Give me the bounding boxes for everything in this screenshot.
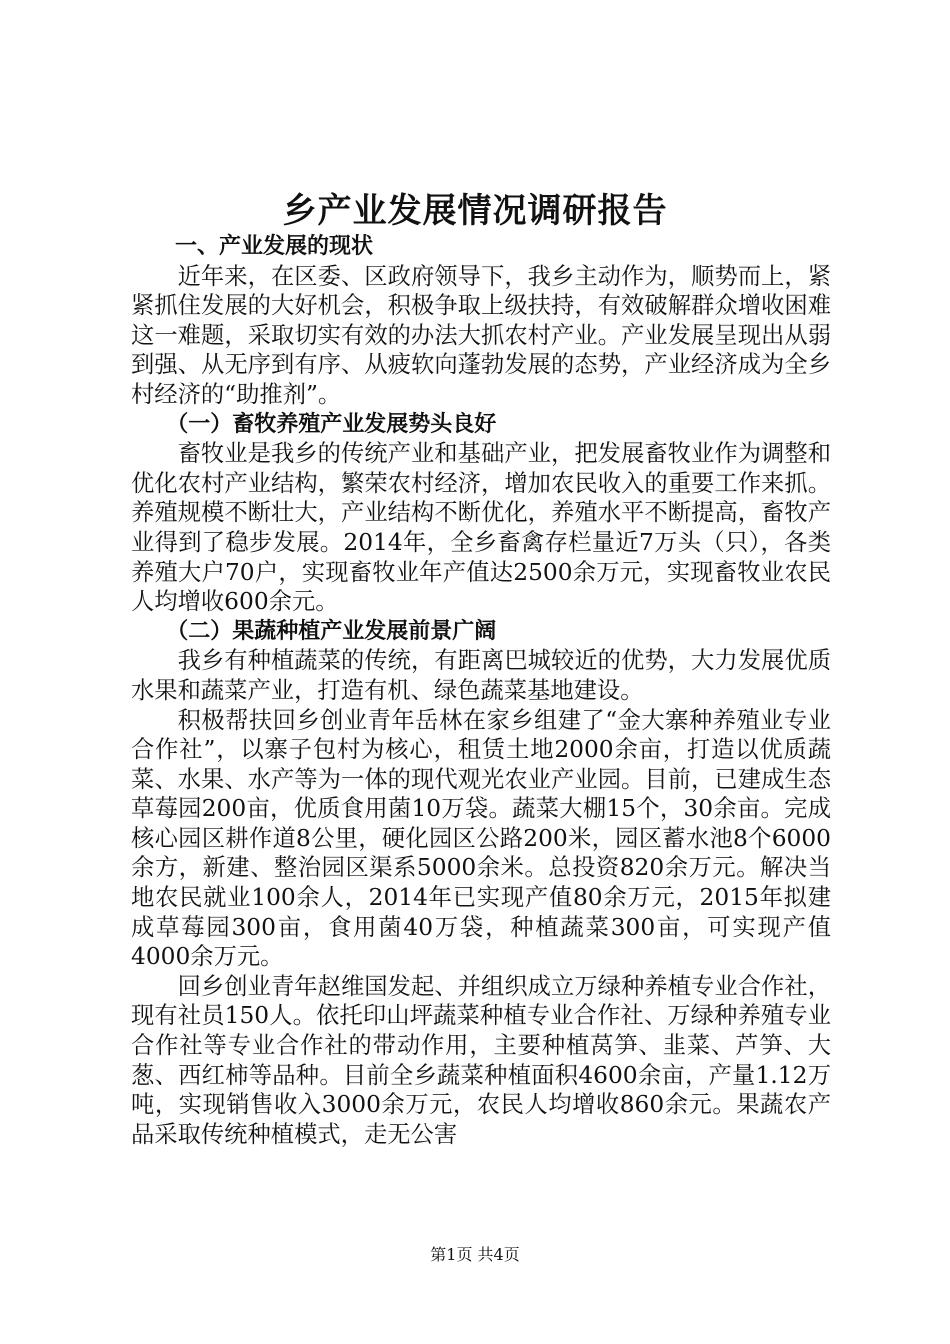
subsection-heading-fruit-vegetable: （二）果蔬种植产业发展前景广阔 <box>166 618 497 644</box>
page-footer <box>0 1244 950 1266</box>
paragraph-jindazhai-cooperative: 积极帮扶回乡创业青年岳林在家乡组建了“金大寨种养殖业专业合作社”，以寨子包村为核心，租赁土地2000余亩，打造以优质蔬菜、水果、水产等为一体的现代观光农业产业园。目前，已建成生态草莓园200亩，优质食用菌10万袋。蔬菜大棚15个，30余亩。完成核心园区耕作道8公里，硬化园区公路200米，园区蓄水池8个6000余方，新建、整治园区渠系5000余米。总投资820余万元。解决当地农民就业100余人，2014年已实现产值80余万元，2015年拟建成草莓园300亩，食用菌40万袋，种植蔬菜300亩，可实现产值4000余万元。 <box>131 706 831 971</box>
document-title: 乡产业发展情况调研报告 <box>282 191 668 231</box>
paragraph-vegetable-tradition: 我乡有种植蔬菜的传统，有距离巴城较近的优势，大力发展优质水果和蔬菜产业，打造有机、绿色蔬菜基地建设。 <box>131 647 831 704</box>
paragraph-wanlv-cooperative: 回乡创业青年赵维国发起、并组织成立万绿种养植专业合作社，现有社员150人。依托印山坪蔬菜种植专业合作社、万绿种养殖专业合作社等专业合作社的带动作用，主要种植莴笋、韭菜、芦笋、大葱、西红柿等品种。目前全乡蔬菜种植面积4600余亩，产量1.12万吨，实现销售收入3000余万元，农民人均增收860余元。果蔬农产品采取传统种植模式，走无公害 <box>131 972 831 1148</box>
document-body <box>131 232 831 1149</box>
page-total: 共4页 <box>477 1245 520 1264</box>
paragraph-overview: 近年来，在区委、区政府领导下，我乡主动作为，顺势而上，紧紧抓住发展的大好机会，积极争取上级扶持，有效破解群众增收困难这一难题，采取切实有效的办法大抓农村产业。产业发展呈现出从弱到强、从无序到有序、从疲软向蓬勃发展的态势，产业经济成为全乡村经济的“助推剂”。 <box>131 262 831 408</box>
paragraph-livestock: 畜牧业是我乡的传统产业和基础产业，把发展畜牧业作为调整和优化农村产业结构，繁荣农村经济，增加农民收入的重要工作来抓。养殖规模不断壮大，产业结构不断优化，养殖水平不断提高，畜牧产业得到了稳步发展。2014年，全乡畜禽存栏量近7万头（只），各类养殖大户70户，实现畜牧业年产值达2500余万元，实现畜牧业农民人均增收600余元。 <box>131 440 831 616</box>
subsection-heading-livestock: （一）畜牧养殖产业发展势头良好 <box>166 411 497 437</box>
section-heading-current-status: 一、产业发展的现状 <box>175 234 374 259</box>
page-number: 第1页 <box>430 1245 473 1264</box>
